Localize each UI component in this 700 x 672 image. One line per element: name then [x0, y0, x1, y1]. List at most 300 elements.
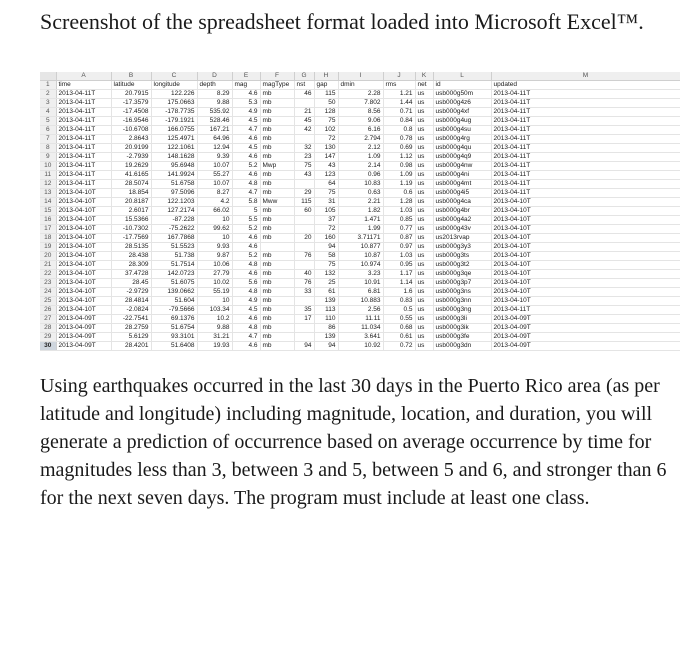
cell-rms[interactable]: 1.03	[383, 252, 415, 261]
cell-gap[interactable]: 147	[314, 153, 338, 162]
cell-lat[interactable]: -17.4508	[111, 108, 151, 117]
cell-updated[interactable]: 2013-04-11T	[491, 117, 680, 126]
cell-net[interactable]: us	[415, 117, 433, 126]
cell-gap[interactable]: 123	[314, 171, 338, 180]
column-header-c[interactable]: C	[151, 72, 197, 81]
cell-lat[interactable]: 28.4201	[111, 342, 151, 351]
cell-id[interactable]: us2013rvap	[433, 234, 491, 243]
cell-net[interactable]: us	[415, 288, 433, 297]
cell-updated[interactable]: 2013-04-10T	[491, 261, 680, 270]
cell-lon[interactable]: 122.226	[151, 90, 197, 99]
cell-lon[interactable]: 51.6758	[151, 180, 197, 189]
header-cell-longitude[interactable]: longitude	[151, 81, 197, 90]
cell-mag[interactable]: 4.9	[232, 297, 260, 306]
cell-time[interactable]: 2013-04-10T	[56, 216, 111, 225]
cell-nst[interactable]: 76	[294, 279, 314, 288]
cell-updated[interactable]: 2013-04-11T	[491, 153, 680, 162]
cell-id[interactable]: usb000g4qu	[433, 144, 491, 153]
cell-lat[interactable]: 20.8187	[111, 198, 151, 207]
cell-lat[interactable]: 28.4814	[111, 297, 151, 306]
cell-depth[interactable]: 103.34	[197, 306, 232, 315]
cell-nst[interactable]	[294, 180, 314, 189]
cell-lon[interactable]: 166.0755	[151, 126, 197, 135]
cell-magtype[interactable]: mb	[260, 297, 294, 306]
cell-lon[interactable]: -75.2622	[151, 225, 197, 234]
cell-nst[interactable]: 33	[294, 288, 314, 297]
cell-updated[interactable]: 2013-04-11T	[491, 144, 680, 153]
cell-magtype[interactable]: mb	[260, 135, 294, 144]
cell-dmin[interactable]: 10.91	[338, 279, 383, 288]
cell-id[interactable]: usb000g3ns	[433, 288, 491, 297]
cell-rms[interactable]: 0.69	[383, 144, 415, 153]
cell-gap[interactable]: 139	[314, 333, 338, 342]
cell-lon[interactable]: 125.4971	[151, 135, 197, 144]
cell-id[interactable]: usb000g4ug	[433, 117, 491, 126]
cell-nst[interactable]: 40	[294, 270, 314, 279]
cell-updated[interactable]: 2013-04-11T	[491, 135, 680, 144]
cell-time[interactable]: 2013-04-11T	[56, 117, 111, 126]
column-header-k[interactable]: K	[415, 72, 433, 81]
row-number[interactable]: 20	[40, 252, 56, 261]
row-number[interactable]: 15	[40, 207, 56, 216]
cell-depth[interactable]: 10	[197, 234, 232, 243]
row-number[interactable]: 29	[40, 333, 56, 342]
cell-net[interactable]: us	[415, 171, 433, 180]
cell-id[interactable]: usb000g4mt	[433, 180, 491, 189]
cell-time[interactable]: 2013-04-10T	[56, 288, 111, 297]
cell-magtype[interactable]: mb	[260, 288, 294, 297]
cell-updated[interactable]: 2013-04-11T	[491, 306, 680, 315]
cell-lat[interactable]: -2.7939	[111, 153, 151, 162]
cell-dmin[interactable]: 1.82	[338, 207, 383, 216]
cell-gap[interactable]: 110	[314, 315, 338, 324]
cell-depth[interactable]: 10	[197, 297, 232, 306]
cell-rms[interactable]: 1.03	[383, 207, 415, 216]
row-number[interactable]: 18	[40, 234, 56, 243]
cell-id[interactable]: usb000g3ng	[433, 306, 491, 315]
cell-depth[interactable]: 55.27	[197, 171, 232, 180]
cell-net[interactable]: us	[415, 126, 433, 135]
cell-dmin[interactable]: 8.56	[338, 108, 383, 117]
cell-depth[interactable]: 4.2	[197, 198, 232, 207]
cell-rms[interactable]: 0.71	[383, 108, 415, 117]
cell-gap[interactable]: 72	[314, 225, 338, 234]
cell-nst[interactable]: 21	[294, 108, 314, 117]
cell-rms[interactable]: 0.6	[383, 189, 415, 198]
header-cell-dmin[interactable]: dmin	[338, 81, 383, 90]
cell-lat[interactable]: -2.0824	[111, 306, 151, 315]
cell-time[interactable]: 2013-04-10T	[56, 270, 111, 279]
row-number[interactable]: 1	[40, 81, 56, 90]
cell-lon[interactable]: 122.1061	[151, 144, 197, 153]
cell-updated[interactable]: 2013-04-11T	[491, 90, 680, 99]
cell-mag[interactable]: 4.7	[232, 333, 260, 342]
cell-mag[interactable]: 4.6	[232, 171, 260, 180]
cell-magtype[interactable]: Mwp	[260, 162, 294, 171]
cell-nst[interactable]: 46	[294, 90, 314, 99]
cell-dmin[interactable]: 10.87	[338, 252, 383, 261]
cell-rms[interactable]: 0.8	[383, 126, 415, 135]
cell-nst[interactable]: 17	[294, 315, 314, 324]
cell-lat[interactable]: 28.309	[111, 261, 151, 270]
cell-id[interactable]: usb000g4su	[433, 126, 491, 135]
cell-lat[interactable]: 19.2629	[111, 162, 151, 171]
cell-magtype[interactable]: mb	[260, 126, 294, 135]
cell-lat[interactable]: 28.45	[111, 279, 151, 288]
cell-magtype[interactable]: mb	[260, 189, 294, 198]
header-cell-mag[interactable]: mag	[232, 81, 260, 90]
cell-depth[interactable]: 10.07	[197, 180, 232, 189]
cell-rms[interactable]: 0.5	[383, 306, 415, 315]
cell-nst[interactable]	[294, 261, 314, 270]
cell-dmin[interactable]: 3.23	[338, 270, 383, 279]
cell-nst[interactable]: 42	[294, 126, 314, 135]
cell-id[interactable]: usb000g3t2	[433, 261, 491, 270]
cell-updated[interactable]: 2013-04-10T	[491, 207, 680, 216]
cell-lon[interactable]: -179.1921	[151, 117, 197, 126]
cell-mag[interactable]: 4.8	[232, 180, 260, 189]
cell-lon[interactable]: -79.5666	[151, 306, 197, 315]
cell-gap[interactable]: 102	[314, 126, 338, 135]
cell-id[interactable]: usb000g3qe	[433, 270, 491, 279]
cell-magtype[interactable]: mb	[260, 225, 294, 234]
cell-dmin[interactable]: 11.11	[338, 315, 383, 324]
cell-time[interactable]: 2013-04-09T	[56, 324, 111, 333]
cell-gap[interactable]: 75	[314, 117, 338, 126]
cell-time[interactable]: 2013-04-11T	[56, 144, 111, 153]
cell-rms[interactable]: 1.21	[383, 90, 415, 99]
cell-nst[interactable]: 43	[294, 171, 314, 180]
column-header-g[interactable]: G	[294, 72, 314, 81]
cell-updated[interactable]: 2013-04-09T	[491, 324, 680, 333]
cell-dmin[interactable]: 0.96	[338, 171, 383, 180]
cell-mag[interactable]: 4.5	[232, 117, 260, 126]
cell-lon[interactable]: 139.0662	[151, 288, 197, 297]
cell-nst[interactable]: 75	[294, 162, 314, 171]
cell-magtype[interactable]: mb	[260, 108, 294, 117]
row-number[interactable]: 7	[40, 135, 56, 144]
cell-updated[interactable]: 2013-04-09T	[491, 333, 680, 342]
cell-lat[interactable]: 28.2759	[111, 324, 151, 333]
cell-dmin[interactable]: 1.99	[338, 225, 383, 234]
cell-dmin[interactable]: 6.81	[338, 288, 383, 297]
cell-rms[interactable]: 0.95	[383, 261, 415, 270]
column-header-h[interactable]: H	[314, 72, 338, 81]
column-header-d[interactable]: D	[197, 72, 232, 81]
cell-net[interactable]: us	[415, 297, 433, 306]
cell-nst[interactable]	[294, 297, 314, 306]
cell-dmin[interactable]: 2.21	[338, 198, 383, 207]
cell-gap[interactable]: 25	[314, 279, 338, 288]
cell-net[interactable]: us	[415, 90, 433, 99]
cell-dmin[interactable]: 10.974	[338, 261, 383, 270]
cell-magtype[interactable]: mb	[260, 180, 294, 189]
cell-magtype[interactable]: mb	[260, 99, 294, 108]
cell-id[interactable]: usb000g3dn	[433, 342, 491, 351]
column-header-l[interactable]: L	[433, 72, 491, 81]
cell-magtype[interactable]: Mww	[260, 198, 294, 207]
cell-id[interactable]: usb000g4br	[433, 207, 491, 216]
cell-depth[interactable]: 9.88	[197, 324, 232, 333]
cell-depth[interactable]: 9.39	[197, 153, 232, 162]
row-number[interactable]: 17	[40, 225, 56, 234]
cell-gap[interactable]: 86	[314, 324, 338, 333]
cell-time[interactable]: 2013-04-10T	[56, 189, 111, 198]
cell-dmin[interactable]: 2.12	[338, 144, 383, 153]
cell-id[interactable]: usb000g4nw	[433, 162, 491, 171]
cell-gap[interactable]: 43	[314, 162, 338, 171]
cell-mag[interactable]: 5.2	[232, 225, 260, 234]
cell-magtype[interactable]: mb	[260, 306, 294, 315]
row-number[interactable]: 23	[40, 279, 56, 288]
cell-net[interactable]: us	[415, 270, 433, 279]
cell-depth[interactable]: 99.62	[197, 225, 232, 234]
cell-lon[interactable]: 142.0723	[151, 270, 197, 279]
cell-id[interactable]: usb000g3y3	[433, 243, 491, 252]
row-number[interactable]: 19	[40, 243, 56, 252]
cell-time[interactable]: 2013-04-11T	[56, 108, 111, 117]
cell-updated[interactable]: 2013-04-10T	[491, 234, 680, 243]
cell-net[interactable]: us	[415, 315, 433, 324]
cell-net[interactable]: us	[415, 324, 433, 333]
cell-mag[interactable]: 4.9	[232, 108, 260, 117]
cell-id[interactable]: usb000g4z6	[433, 99, 491, 108]
cell-depth[interactable]: 535.92	[197, 108, 232, 117]
cell-lon[interactable]: 51.6408	[151, 342, 197, 351]
cell-id[interactable]: usb000g50m	[433, 90, 491, 99]
cell-mag[interactable]: 5.8	[232, 198, 260, 207]
row-number[interactable]: 22	[40, 270, 56, 279]
cell-time[interactable]: 2013-04-10T	[56, 207, 111, 216]
cell-mag[interactable]: 4.6	[232, 243, 260, 252]
row-number[interactable]: 9	[40, 153, 56, 162]
cell-gap[interactable]: 37	[314, 216, 338, 225]
cell-lon[interactable]: 69.1376	[151, 315, 197, 324]
cell-dmin[interactable]: 2.56	[338, 306, 383, 315]
cell-nst[interactable]: 45	[294, 117, 314, 126]
cell-time[interactable]: 2013-04-11T	[56, 162, 111, 171]
cell-lat[interactable]: 2.6017	[111, 207, 151, 216]
cell-nst[interactable]	[294, 324, 314, 333]
cell-gap[interactable]: 105	[314, 207, 338, 216]
cell-depth[interactable]: 9.88	[197, 99, 232, 108]
cell-dmin[interactable]: 2.28	[338, 90, 383, 99]
cell-lon[interactable]: 175.0663	[151, 99, 197, 108]
cell-net[interactable]: us	[415, 216, 433, 225]
cell-gap[interactable]: 139	[314, 297, 338, 306]
cell-time[interactable]: 2013-04-10T	[56, 252, 111, 261]
cell-gap[interactable]: 72	[314, 135, 338, 144]
cell-id[interactable]: usb000g3fe	[433, 333, 491, 342]
cell-id[interactable]: usb000g3ts	[433, 252, 491, 261]
cell-updated[interactable]: 2013-04-11T	[491, 171, 680, 180]
cell-mag[interactable]: 4.6	[232, 342, 260, 351]
cell-id[interactable]: usb000g4ni	[433, 171, 491, 180]
cell-lat[interactable]: -16.9546	[111, 117, 151, 126]
row-number[interactable]: 10	[40, 162, 56, 171]
cell-nst[interactable]: 20	[294, 234, 314, 243]
cell-mag[interactable]: 4.8	[232, 288, 260, 297]
cell-rms[interactable]: 1.14	[383, 279, 415, 288]
spreadsheet[interactable]	[40, 72, 680, 352]
cell-time[interactable]: 2013-04-11T	[56, 90, 111, 99]
cell-time[interactable]: 2013-04-09T	[56, 315, 111, 324]
cell-lat[interactable]: 2.8643	[111, 135, 151, 144]
cell-magtype[interactable]: mb	[260, 333, 294, 342]
cell-net[interactable]: us	[415, 342, 433, 351]
cell-updated[interactable]: 2013-04-11T	[491, 162, 680, 171]
cell-magtype[interactable]: mb	[260, 90, 294, 99]
cell-rms[interactable]: 1.12	[383, 153, 415, 162]
cell-nst[interactable]: 60	[294, 207, 314, 216]
cell-mag[interactable]: 5.3	[232, 99, 260, 108]
cell-magtype[interactable]: mb	[260, 216, 294, 225]
cell-gap[interactable]: 50	[314, 99, 338, 108]
cell-rms[interactable]: 0.55	[383, 315, 415, 324]
cell-net[interactable]: us	[415, 162, 433, 171]
cell-updated[interactable]: 2013-04-10T	[491, 243, 680, 252]
cell-lon[interactable]: 95.6948	[151, 162, 197, 171]
cell-updated[interactable]: 2013-04-11T	[491, 180, 680, 189]
spreadsheet-grid[interactable]	[40, 72, 680, 351]
row-number[interactable]: 11	[40, 171, 56, 180]
cell-net[interactable]: us	[415, 261, 433, 270]
cell-depth[interactable]: 55.19	[197, 288, 232, 297]
cell-lon[interactable]: 141.9924	[151, 171, 197, 180]
header-cell-rms[interactable]: rms	[383, 81, 415, 90]
cell-magtype[interactable]: mb	[260, 153, 294, 162]
cell-net[interactable]: us	[415, 333, 433, 342]
cell-gap[interactable]: 113	[314, 306, 338, 315]
cell-id[interactable]: usb000g4q9	[433, 153, 491, 162]
cell-updated[interactable]: 2013-04-11T	[491, 126, 680, 135]
cell-mag[interactable]: 5.2	[232, 162, 260, 171]
cell-nst[interactable]: 32	[294, 144, 314, 153]
cell-magtype[interactable]: mb	[260, 252, 294, 261]
cell-magtype[interactable]	[260, 243, 294, 252]
cell-lon[interactable]: 51.738	[151, 252, 197, 261]
column-header-i[interactable]: I	[338, 72, 383, 81]
cell-net[interactable]: us	[415, 198, 433, 207]
header-cell-nst[interactable]: nst	[294, 81, 314, 90]
header-cell-magtype[interactable]: magType	[260, 81, 294, 90]
cell-time[interactable]: 2013-04-10T	[56, 261, 111, 270]
cell-depth[interactable]: 9.87	[197, 252, 232, 261]
cell-dmin[interactable]: 3.71171	[338, 234, 383, 243]
cell-net[interactable]: us	[415, 153, 433, 162]
row-number[interactable]: 2	[40, 90, 56, 99]
cell-rms[interactable]: 1.09	[383, 171, 415, 180]
cell-rms[interactable]: 0.98	[383, 162, 415, 171]
cell-id[interactable]: usb000g4ca	[433, 198, 491, 207]
cell-time[interactable]: 2013-04-11T	[56, 99, 111, 108]
cell-nst[interactable]: 23	[294, 153, 314, 162]
cell-magtype[interactable]: mb	[260, 315, 294, 324]
cell-depth[interactable]: 10	[197, 216, 232, 225]
cell-time[interactable]: 2013-04-10T	[56, 234, 111, 243]
cell-time[interactable]: 2013-04-10T	[56, 225, 111, 234]
cell-lon[interactable]: 51.6075	[151, 279, 197, 288]
cell-dmin[interactable]: 0.63	[338, 189, 383, 198]
cell-net[interactable]: us	[415, 252, 433, 261]
cell-nst[interactable]	[294, 225, 314, 234]
cell-lon[interactable]: 122.1203	[151, 198, 197, 207]
cell-gap[interactable]: 94	[314, 243, 338, 252]
cell-updated[interactable]: 2013-04-10T	[491, 279, 680, 288]
cell-magtype[interactable]: mb	[260, 342, 294, 351]
cell-nst[interactable]: 35	[294, 306, 314, 315]
cell-gap[interactable]: 128	[314, 108, 338, 117]
cell-depth[interactable]: 10.07	[197, 162, 232, 171]
cell-mag[interactable]: 4.6	[232, 234, 260, 243]
cell-dmin[interactable]: 10.883	[338, 297, 383, 306]
cell-rms[interactable]: 1.44	[383, 99, 415, 108]
cell-gap[interactable]: 115	[314, 90, 338, 99]
header-cell-id[interactable]: id	[433, 81, 491, 90]
cell-nst[interactable]	[294, 216, 314, 225]
cell-id[interactable]: usb000g3ik	[433, 324, 491, 333]
cell-rms[interactable]: 1.19	[383, 180, 415, 189]
cell-rms[interactable]: 0.61	[383, 333, 415, 342]
cell-magtype[interactable]: mb	[260, 144, 294, 153]
column-header-b[interactable]: B	[111, 72, 151, 81]
cell-updated[interactable]: 2013-04-10T	[491, 297, 680, 306]
cell-nst[interactable]	[294, 99, 314, 108]
row-number[interactable]: 8	[40, 144, 56, 153]
cell-nst[interactable]	[294, 135, 314, 144]
cell-depth[interactable]: 27.79	[197, 270, 232, 279]
cell-mag[interactable]: 4.7	[232, 189, 260, 198]
cell-id[interactable]: usb000g4xf	[433, 108, 491, 117]
cell-depth[interactable]: 8.27	[197, 189, 232, 198]
row-number[interactable]: 21	[40, 261, 56, 270]
cell-time[interactable]: 2013-04-11T	[56, 135, 111, 144]
cell-gap[interactable]: 61	[314, 288, 338, 297]
cell-mag[interactable]: 5.5	[232, 216, 260, 225]
cell-time[interactable]: 2013-04-11T	[56, 153, 111, 162]
cell-updated[interactable]: 2013-04-11T	[491, 99, 680, 108]
cell-magtype[interactable]: mb	[260, 207, 294, 216]
cell-dmin[interactable]: 10.83	[338, 180, 383, 189]
cell-rms[interactable]: 0.85	[383, 216, 415, 225]
cell-nst[interactable]	[294, 243, 314, 252]
row-number[interactable]: 16	[40, 216, 56, 225]
cell-time[interactable]: 2013-04-10T	[56, 306, 111, 315]
cell-rms[interactable]: 1.6	[383, 288, 415, 297]
cell-nst[interactable]: 94	[294, 342, 314, 351]
cell-magtype[interactable]: mb	[260, 324, 294, 333]
cell-dmin[interactable]: 1.09	[338, 153, 383, 162]
cell-lat[interactable]: 28.438	[111, 252, 151, 261]
cell-lon[interactable]: 51.6754	[151, 324, 197, 333]
cell-depth[interactable]: 64.96	[197, 135, 232, 144]
header-cell-updated[interactable]: updated	[491, 81, 680, 90]
row-number[interactable]: 12	[40, 180, 56, 189]
column-header-j[interactable]: J	[383, 72, 415, 81]
cell-net[interactable]: us	[415, 207, 433, 216]
cell-id[interactable]: usb000g43v	[433, 225, 491, 234]
cell-rms[interactable]: 0.78	[383, 135, 415, 144]
cell-updated[interactable]: 2013-04-09T	[491, 315, 680, 324]
cell-depth[interactable]: 12.94	[197, 144, 232, 153]
cell-time[interactable]: 2013-04-10T	[56, 243, 111, 252]
cell-dmin[interactable]: 11.034	[338, 324, 383, 333]
cell-mag[interactable]: 4.6	[232, 90, 260, 99]
cell-lat[interactable]: 18.854	[111, 189, 151, 198]
select-all-corner[interactable]	[40, 72, 56, 81]
cell-lon[interactable]: 51.604	[151, 297, 197, 306]
cell-dmin[interactable]: 10.877	[338, 243, 383, 252]
